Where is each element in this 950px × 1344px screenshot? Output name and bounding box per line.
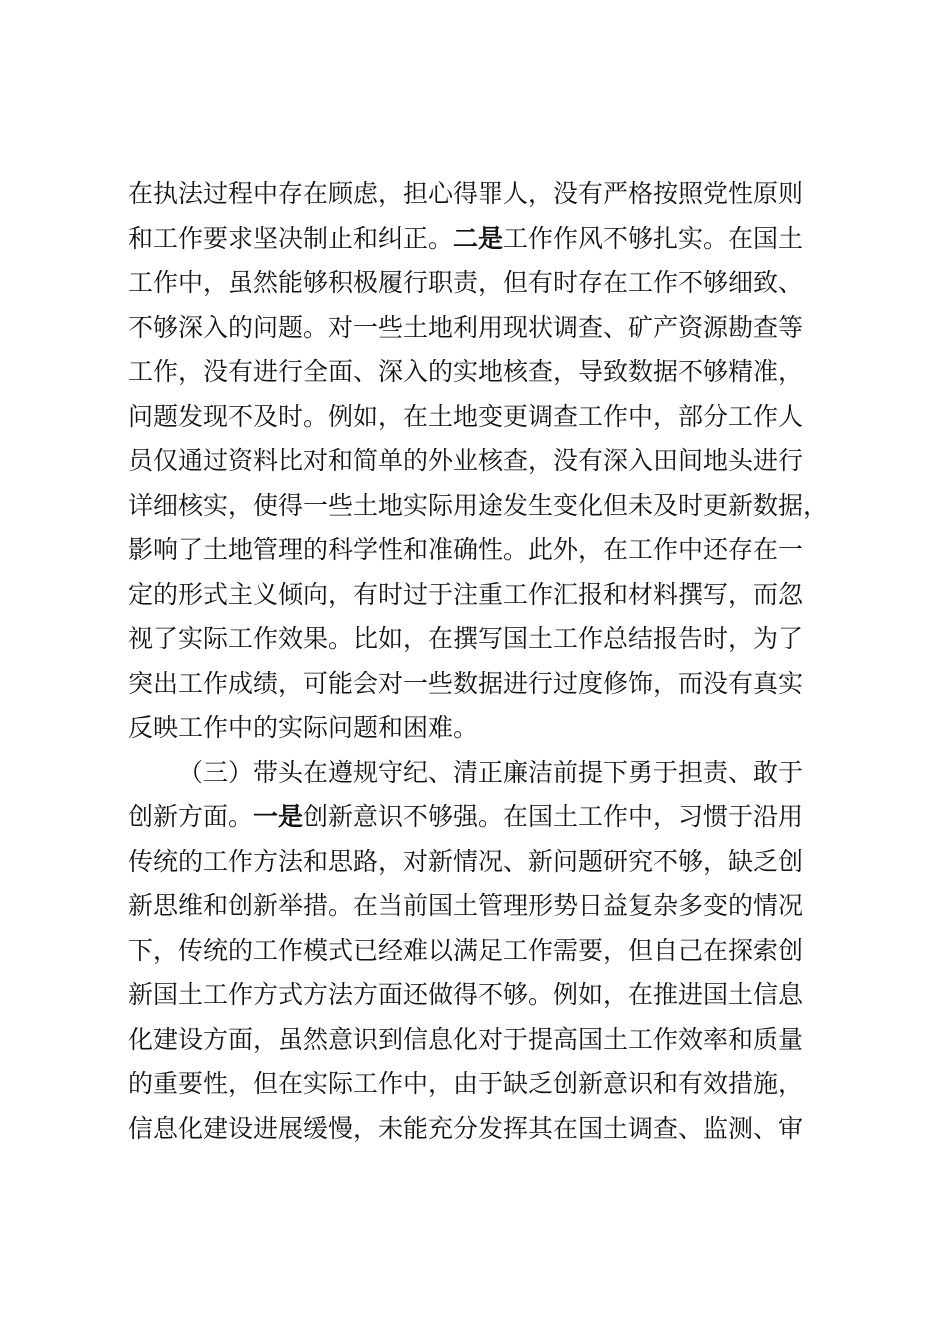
- text-line: 化建设方面，虽然意识到信息化对于提高国土工作效率和质量: [128, 1024, 804, 1054]
- text-line: 视了实际工作效果。比如，在撰写国土工作总结报告时，为了: [128, 624, 804, 653]
- text-line: [128, 795, 848, 840]
- text-line: 员仅通过资料比对和简单的外业核查，没有深入田间地头进行: [128, 446, 804, 475]
- text-line: 工作，没有进行全面、深入的实地核查，导致数据不够精准，: [128, 357, 804, 386]
- body-text: [128, 172, 848, 1151]
- text-line: 工作中，虽然能够积极履行职责，但有时存在工作不够细致、: [128, 268, 804, 297]
- text-segment: 工作作风不够扎实。在国土: [503, 223, 804, 253]
- bold-marker: 二是: [453, 223, 504, 253]
- text-line: 反映工作中的实际问题和困难。: [128, 713, 479, 742]
- paragraph-innovation: [128, 751, 848, 1152]
- text-segment: 和工作要求坚决制止和纠正。: [128, 223, 454, 253]
- text-segment: 创新意识不够强。在国土工作中，习惯于沿用: [303, 802, 804, 831]
- text-line: 在执法过程中存在顾虑，担心得罪人，没有严格按照党性原则: [128, 179, 804, 208]
- text-line: 详细核实，使得一些土地实际用途发生变化但未及时更新数据，: [128, 490, 829, 520]
- text-line: 影响了土地管理的科学性和准确性。此外，在工作中还存在一: [128, 535, 804, 564]
- text-line: 新思维和创新举措。在当前国土管理形势日益复杂多变的情况: [128, 891, 804, 920]
- paragraph-work-style: [128, 172, 848, 751]
- text-line: 下，传统的工作模式已经难以满足工作需要，但自己在探索创: [128, 935, 804, 965]
- text-line: 信息化建设进展缓慢，未能充分发挥其在国土调查、监测、审: [128, 1113, 804, 1143]
- text-line: 新国土工作方式方法方面还做得不够。例如，在推进国土信息: [128, 980, 804, 1009]
- section-heading-line: （三）带头在遵规守纪、清正廉洁前提下勇于担责、敢于: [178, 757, 804, 787]
- text-line: 的重要性，但在实际工作中，由于缺乏创新意识和有效措施，: [128, 1069, 804, 1098]
- text-line: 问题发现不及时。例如，在土地变更调查工作中，部分工作人: [128, 401, 804, 431]
- text-segment: 创新方面。: [128, 802, 254, 831]
- text-line: 突出工作成绩，可能会对一些数据进行过度修饰，而没有真实: [128, 668, 804, 698]
- bold-marker: 一是: [253, 802, 304, 831]
- text-line: 传统的工作方法和思路，对新情况、新问题研究不够，缺乏创: [128, 846, 804, 876]
- text-line: [128, 217, 848, 262]
- text-line: 不够深入的问题。对一些土地利用现状调查、矿产资源勘查等: [128, 312, 804, 342]
- text-line: 定的形式主义倾向，有时过于注重工作汇报和材料撰写，而忽: [128, 579, 804, 609]
